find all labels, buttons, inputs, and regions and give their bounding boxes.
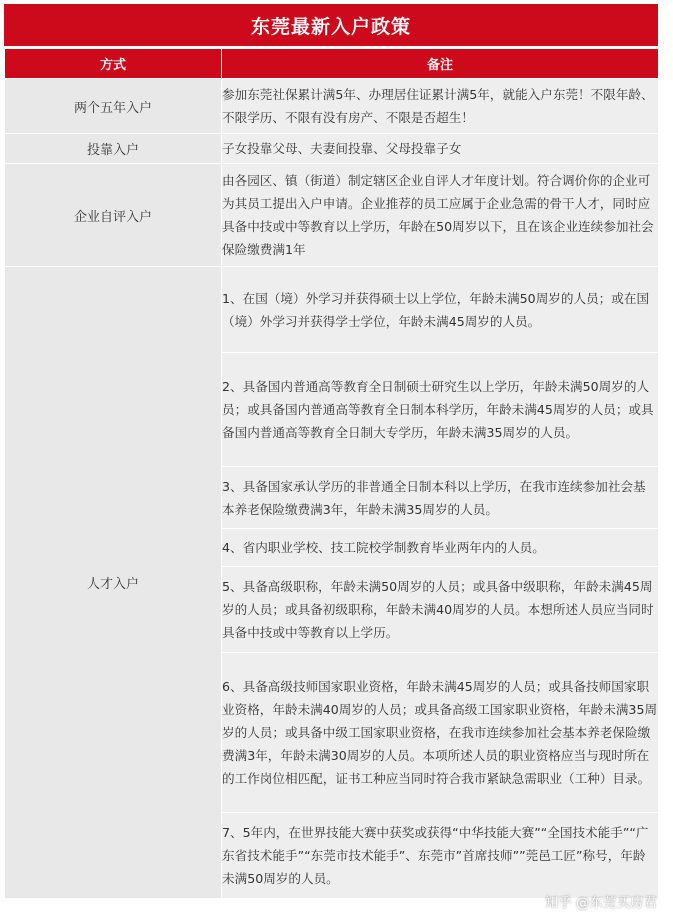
table-header-row [5, 49, 659, 79]
method-cell: 两个五年入户 [5, 79, 222, 134]
watermark: 知乎 @东莞买房君 [544, 895, 657, 911]
table-row [5, 267, 659, 353]
header-method: 方式 [5, 49, 222, 79]
table-row [5, 164, 659, 267]
talent-item: 1、在国（境）外学习并获得硕士以上学位，年龄未满50周岁的人员；或在国（境）外学习并获得学士学位，年龄未满45周岁的人员。 [222, 267, 659, 353]
page-title: 东莞最新入户政策 [4, 4, 658, 46]
method-cell: 企业自评入户 [5, 164, 222, 267]
talent-item: 3、具备国家承认学历的非普通全日制本科以上学历，在我市连续参加社会基本养老保险缴费满3年，年龄未满35周岁的人员。 [222, 467, 659, 529]
table-row [5, 79, 659, 134]
header-note: 备注 [222, 49, 659, 79]
talent-item: 2、具备国内普通高等教育全日制硕士研究生以上学历，年龄未满50周岁的人员；或具备国内普通高等教育全日制本科学历，年龄未满45周岁的人员；或具备国内普通高等教育全日制大专学历，年龄未满35周岁的人员。 [222, 353, 659, 467]
table-row [5, 134, 659, 164]
talent-item: 5、具备高级职称，年龄未满50周岁的人员；或具备中级职称，年龄未满45周岁的人员；或具备初级职称，年龄未满40周岁的人员。本想所述人员应当同时具备中技或中等教育以上学历。 [222, 567, 659, 653]
talent-item: 7、5年内，在世界技能大赛中获奖或获得“中华技能大赛”“全国技术能手”“广东省技术能手”“东莞市技术能手”、东莞市”首席技师””莞邑工匠”称号，年龄未满50周岁的人员。 [222, 813, 659, 899]
note-cell: 子女投靠父母、夫妻间投靠、父母投靠子女 [222, 134, 659, 164]
method-cell: 投靠入户 [5, 134, 222, 164]
note-cell: 由各园区、镇（街道）制定辖区企业自评人才年度计划。符合调价你的企业可为其员工提出入户申请。企业推荐的员工应属于企业急需的骨干人才，同时应具备中技或中等教育以上学历，年龄在50周岁以下，且在该企业连续参加社会保险缴费满1年 [222, 164, 659, 267]
policy-table [4, 48, 659, 899]
talent-item: 4、省内职业学校、技工院校学制教育毕业两年内的人员。 [222, 529, 659, 567]
note-cell: 参加东莞社保累计满5年、办理居住证累计满5年，就能入户东莞！不限年龄、不限学历、不限有没有房产、不限是否超生！ [222, 79, 659, 134]
talent-item: 6、具备高级技师国家职业资格，年龄未满45周岁的人员；或具备技师国家职业资格，年龄未满40周岁的人员；或具备高级工国家职业资格，年龄未满35周岁的人员；或具备中级工国家职业资格，在我市连续参加社会基本养老保险缴费满3年，年龄未满30周岁的人员。本项所述人员的职业资格应当与现时所在的工作岗位相匹配，证书工种应当同时符合我市紧缺急需职业（工种）目录。 [222, 653, 659, 813]
talent-method-cell: 人才入户 [5, 267, 222, 899]
